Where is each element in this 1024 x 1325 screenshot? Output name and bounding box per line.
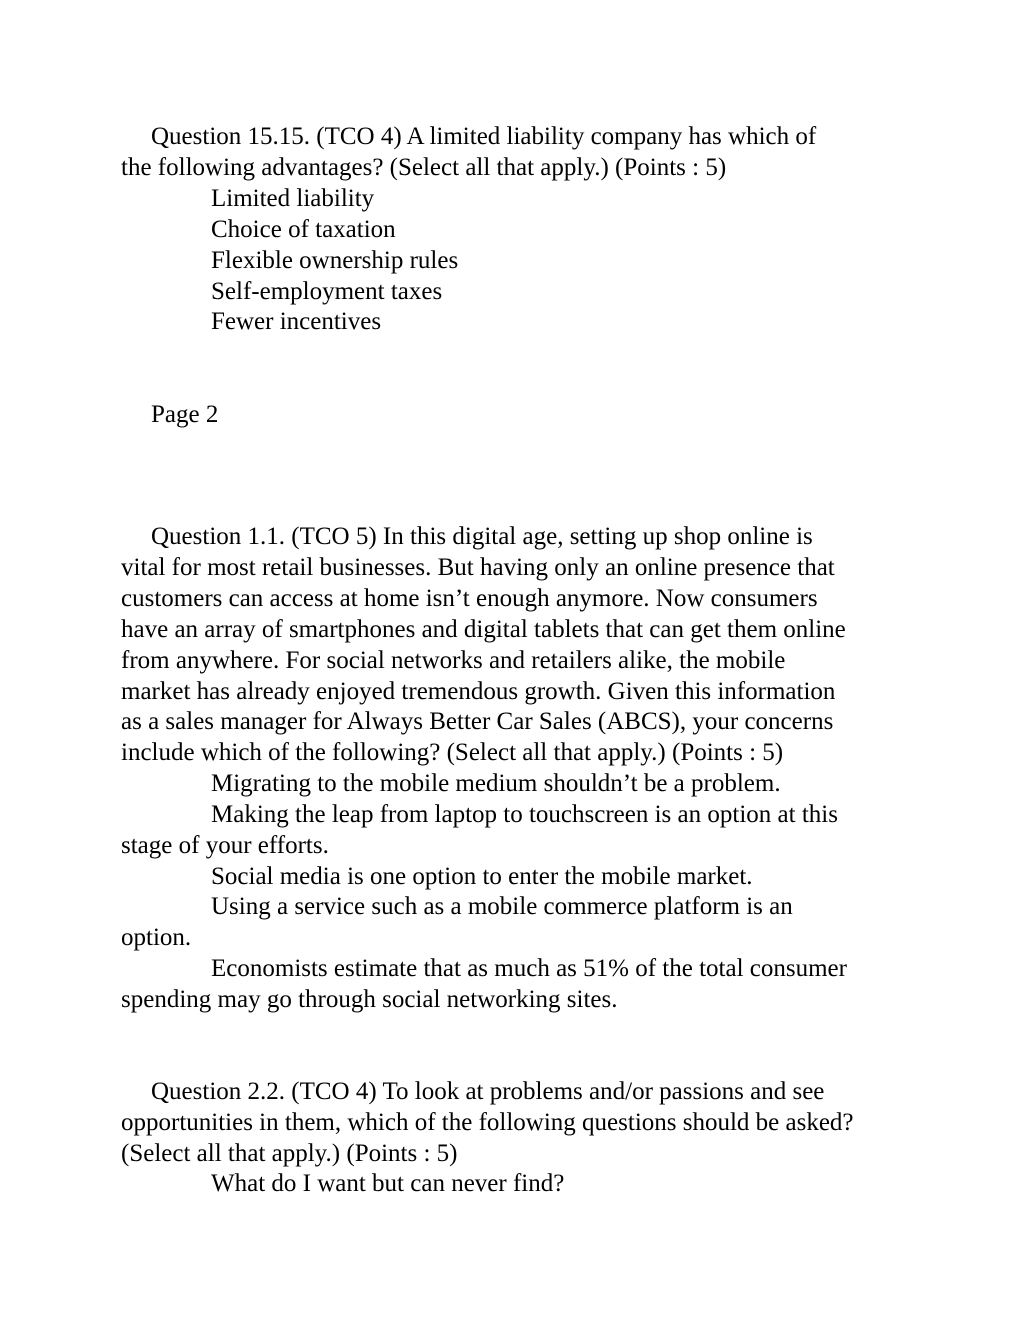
question-15-text-line-2: the following advantages? (Select all that apply.) (Points : 5) [121, 154, 727, 181]
question-1-text-line-7: as a sales manager for Always Better Car Sales (ABCS), your concerns [121, 708, 834, 735]
question-15-option-4: Self-employment taxes [211, 278, 443, 305]
question-15-option-5: Fewer incentives [211, 308, 382, 335]
question-1-text-line-6: market has already enjoyed tremendous growth. Given this information [121, 678, 836, 705]
question-1-text-line-3: customers can access at home isn’t enough anymore. Now consumers [121, 585, 818, 612]
question-1-text-line-8: include which of the following? (Select all that apply.) (Points : 5) [121, 739, 784, 766]
question-1-option-1: Migrating to the mobile medium shouldn’t be a problem. [211, 770, 781, 797]
question-15-text-line-1: Question 15.15. (TCO 4) A limited liability company has which of [151, 123, 817, 150]
question-1-option-5-continued: spending may go through social networking sites. [121, 986, 618, 1013]
question-1-option-2-continued: stage of your efforts. [121, 832, 329, 859]
question-1-text-line-4: have an array of smartphones and digital tablets that can get them online [121, 616, 846, 643]
question-15-option-2: Choice of taxation [211, 216, 396, 243]
question-2-option-1: What do I want but can never find? [211, 1170, 565, 1197]
question-1-option-4: Using a service such as a mobile commerce platform is an [211, 893, 793, 920]
question-1-text-line-5: from anywhere. For social networks and retailers alike, the mobile [121, 647, 786, 674]
question-1-option-3: Social media is one option to enter the mobile market. [211, 863, 753, 890]
question-1-option-4-continued: option. [121, 924, 192, 951]
question-1-option-2: Making the leap from laptop to touchscreen is an option at this [211, 801, 838, 828]
question-2-text-line-3: (Select all that apply.) (Points : 5) [121, 1140, 458, 1167]
question-2-text-line-1: Question 2.2. (TCO 4) To look at problems and/or passions and see [151, 1078, 825, 1105]
question-1-option-5: Economists estimate that as much as 51% of the total consumer [211, 955, 847, 982]
question-15-option-1: Limited liability [211, 185, 375, 212]
question-15-option-3: Flexible ownership rules [211, 247, 459, 274]
question-2-text-line-2: opportunities in them, which of the following questions should be asked? [121, 1109, 854, 1136]
question-1-text-line-2: vital for most retail businesses. But having only an online presence that [121, 554, 835, 581]
question-1-text-line-1: Question 1.1. (TCO 5) In this digital age, setting up shop online is [151, 523, 813, 550]
page-label: Page 2 [151, 401, 219, 428]
